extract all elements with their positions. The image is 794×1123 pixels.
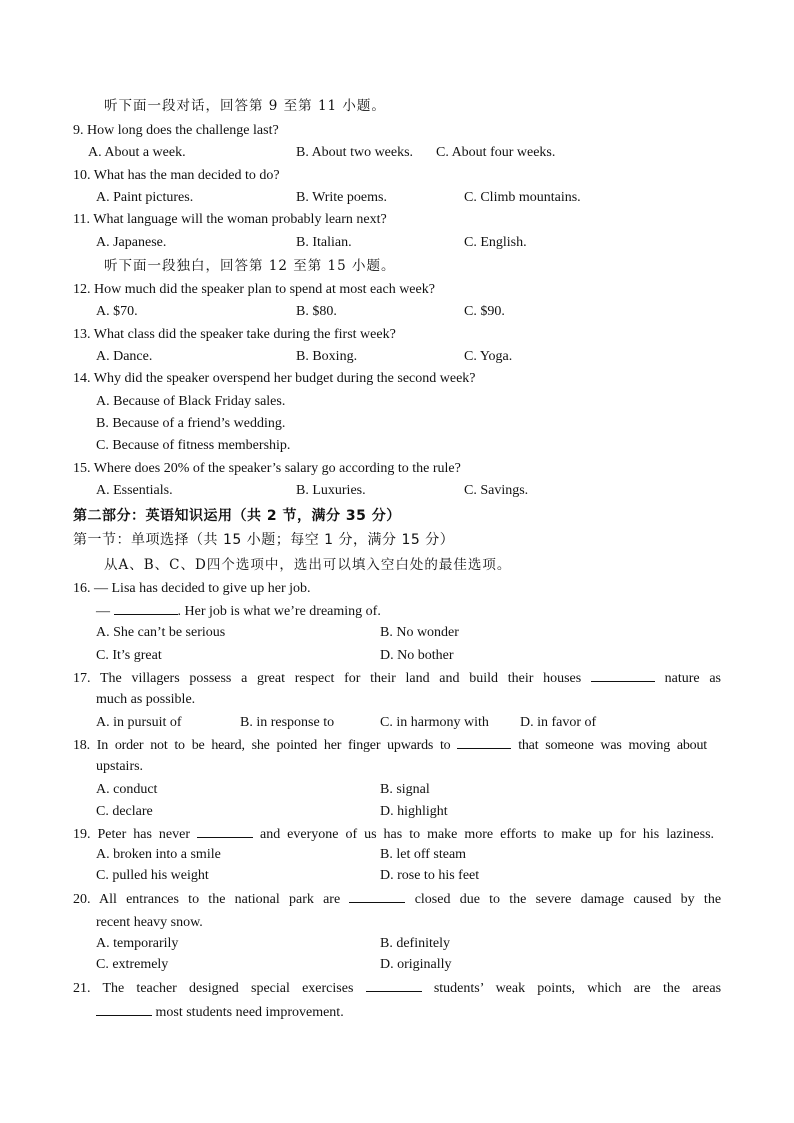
question-11-option-c: C. English. — [464, 235, 527, 250]
question-19-option-d: D. rose to his feet — [380, 868, 480, 883]
question-18-option-d: D. highlight — [380, 804, 448, 819]
dash: — — [96, 604, 110, 619]
question-11-option-b: B. Italian. — [296, 235, 352, 250]
question-9-option-c: C. About four weeks. — [436, 145, 556, 160]
instruction-dialogue-9-11: 听下面一段对话，回答第 9 至第 11 小题。 — [104, 98, 386, 114]
question-17-option-c: C. in harmony with — [380, 715, 489, 730]
question-18-line-2: upstairs. — [96, 759, 144, 774]
question-16-option-b: B. No wonder — [380, 625, 459, 640]
question-17-option-b: B. in response to — [240, 715, 335, 730]
question-12-stem: 12. How much did the speaker plan to spend at most each week? — [73, 282, 435, 297]
question-15-option-a: A. Essentials. — [96, 483, 173, 498]
question-21-line-1 — [73, 979, 721, 998]
question-13-stem: 13. What class did the speaker take during the first week? — [73, 327, 396, 342]
question-14-option-c: C. Because of fitness membership. — [96, 438, 291, 453]
section-1-heading: 第一节：单项选择（共 15 小题；每空 1 分，满分 15 分） — [73, 532, 455, 548]
question-21-text-c: most students need improvement. — [155, 1005, 344, 1020]
question-14-stem: 14. Why did the speaker overspend her budget during the second week? — [73, 371, 476, 386]
question-19-text-b: and everyone of us has to make more efforts to make up for his laziness. — [259, 827, 715, 842]
question-9-stem: 9. How long does the challenge last? — [73, 123, 279, 138]
question-12-option-a: A. $70. — [96, 304, 138, 319]
question-21-text-a: 21. The teacher designed special exercises — [73, 981, 354, 996]
part-2-heading: 第二部分：英语知识运用（共 2 节，满分 35 分） — [73, 508, 401, 524]
question-9-option-a: A. About a week. — [88, 145, 186, 160]
answer-blank — [197, 825, 253, 838]
question-12-option-c: C. $90. — [464, 304, 505, 319]
answer-blank — [366, 979, 422, 992]
question-18-option-c: C. declare — [96, 804, 153, 819]
question-17-option-d: D. in favor of — [520, 715, 597, 730]
question-21-text-b: students’ weak points, which are the areas — [433, 981, 722, 996]
question-19-option-c: C. pulled his weight — [96, 868, 209, 883]
question-15-option-b: B. Luxuries. — [296, 483, 366, 498]
question-9-option-b: B. About two weeks. — [296, 145, 414, 160]
question-18-text-a: 18. In order not to be heard, she pointed her finger upwards to — [73, 738, 451, 753]
question-11-option-a: A. Japanese. — [96, 235, 167, 250]
question-14-option-a: A. Because of Black Friday sales. — [96, 394, 286, 409]
question-18-option-b: B. signal — [380, 782, 430, 797]
question-20-text-b: closed due to the severe damage caused by the — [414, 892, 722, 907]
answer-blank — [457, 736, 511, 749]
question-18-line-1 — [73, 736, 707, 755]
question-18-option-a: A. conduct — [96, 782, 158, 797]
question-19-option-b: B. let off steam — [380, 847, 467, 862]
question-10-option-a: A. Paint pictures. — [96, 190, 194, 205]
answer-blank — [349, 890, 405, 903]
question-15-stem: 15. Where does 20% of the speaker’s salary go according to the rule? — [73, 461, 461, 476]
question-20-line-2: recent heavy snow. — [96, 915, 203, 930]
question-17-option-a: A. in pursuit of — [96, 715, 182, 730]
question-12-option-b: B. $80. — [296, 304, 337, 319]
question-14-option-b: B. Because of a friend’s wedding. — [96, 416, 286, 431]
question-10-option-b: B. Write poems. — [296, 190, 387, 205]
question-16-option-d: D. No bother — [380, 648, 454, 663]
question-11-stem: 11. What language will the woman probably learn next? — [73, 212, 387, 227]
question-16-line-1: 16. — Lisa has decided to give up her job. — [73, 581, 311, 596]
question-17-text-a: 17. The villagers possess a great respect for their land and build their houses — [73, 671, 582, 686]
question-15-option-c: C. Savings. — [464, 483, 529, 498]
question-20-text-a: 20. All entrances to the national park are — [73, 892, 341, 907]
question-18-text-b: that someone was moving about — [518, 738, 707, 753]
answer-blank — [114, 602, 178, 615]
question-13-option-c: C. Yoga. — [464, 349, 513, 364]
question-16-option-c: C. It’s great — [96, 648, 162, 663]
question-13-option-a: A. Dance. — [96, 349, 153, 364]
question-17-line-2: much as possible. — [96, 692, 196, 707]
answer-blank — [96, 1003, 152, 1016]
question-20-option-b: B. definitely — [380, 936, 450, 951]
question-19-line-1 — [73, 825, 714, 844]
question-19-option-a: A. broken into a smile — [96, 847, 221, 862]
question-20-option-c: C. extremely — [96, 957, 169, 972]
question-20-option-d: D. originally — [380, 957, 452, 972]
question-17-line-1 — [73, 669, 721, 688]
question-10-stem: 10. What has the man decided to do? — [73, 168, 280, 183]
question-21-line-2 — [96, 1003, 344, 1022]
question-20-option-a: A. temporarily — [96, 936, 179, 951]
instruction-monologue-12-15: 听下面一段独白，回答第 12 至第 15 小题。 — [104, 258, 396, 274]
question-19-text-a: 19. Peter has never — [73, 827, 190, 842]
question-20-line-1 — [73, 890, 721, 909]
question-17-text-b: nature as — [664, 671, 721, 686]
section-1-instruction: 从A、B、C、D四个选项中，选出可以填入空白处的最佳选项。 — [104, 557, 512, 573]
question-16-option-a: A. She can’t be serious — [96, 625, 226, 640]
question-16-line-2-text: . Her job is what we’re dreaming of. — [177, 604, 381, 619]
question-16-line-2 — [96, 602, 381, 621]
answer-blank — [591, 669, 655, 682]
question-13-option-b: B. Boxing. — [296, 349, 358, 364]
question-10-option-c: C. Climb mountains. — [464, 190, 581, 205]
